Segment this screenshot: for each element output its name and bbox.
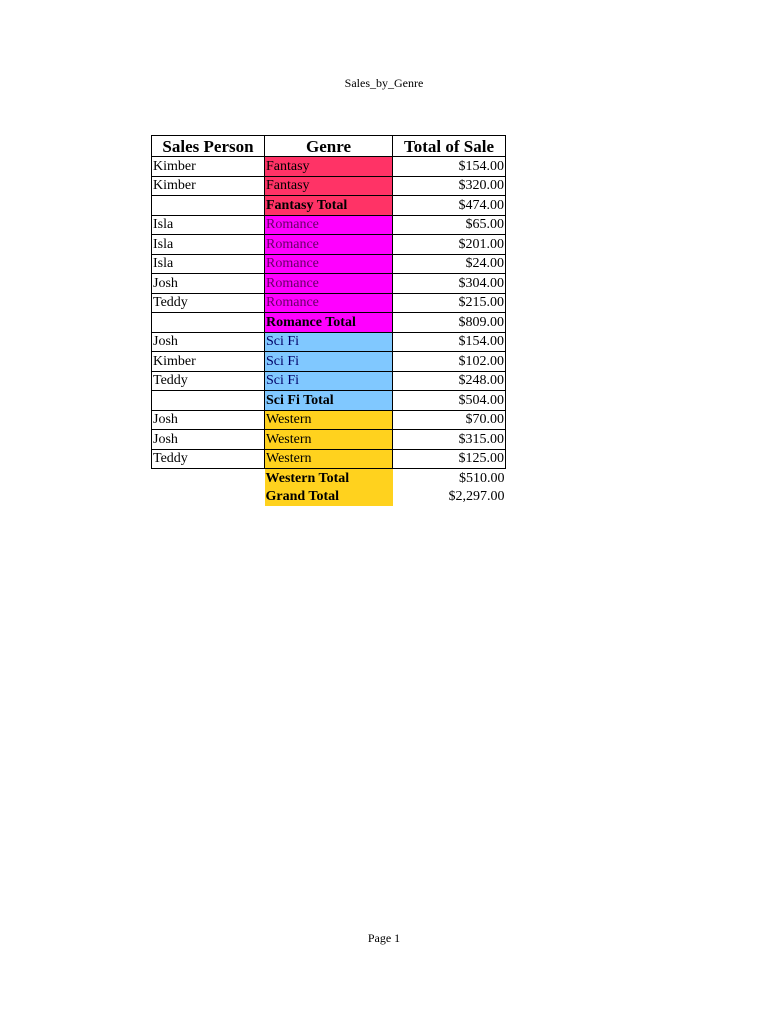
sales-person-cell: Teddy: [152, 293, 265, 313]
genre-cell: Western: [265, 449, 393, 469]
genre-cell: Grand Total: [265, 488, 393, 507]
total-of-sale-cell: $304.00: [393, 274, 506, 294]
total-of-sale-cell: $504.00: [393, 391, 506, 411]
total-of-sale-cell: $809.00: [393, 313, 506, 333]
sales-person-cell: [152, 469, 265, 488]
sales-person-cell: Josh: [152, 410, 265, 430]
genre-cell: Sci Fi Total: [265, 391, 393, 411]
genre-cell: Western: [265, 430, 393, 450]
table-row: [152, 274, 506, 294]
sales-person-cell: Isla: [152, 215, 265, 235]
genre-cell: Romance Total: [265, 313, 393, 333]
sales-person-cell: Josh: [152, 430, 265, 450]
grand-total-row: [152, 488, 506, 507]
header-row: [152, 136, 506, 157]
table-row: [152, 449, 506, 469]
sales-person-cell: Josh: [152, 332, 265, 352]
sales-person-cell: Isla: [152, 235, 265, 255]
total-of-sale-cell: $2,297.00: [448, 489, 505, 504]
sales-person-cell: [152, 196, 265, 216]
genre-cell: Romance: [265, 235, 393, 255]
total-of-sale-cell: $24.00: [393, 254, 506, 274]
total-of-sale-cell: $215.00: [393, 293, 506, 313]
total-of-sale-cell: $474.00: [393, 196, 506, 216]
sales-person-cell: Isla: [152, 254, 265, 274]
total-of-sale-cell: $154.00: [393, 332, 506, 352]
table-row: [152, 430, 506, 450]
table-row: [152, 235, 506, 255]
total-of-sale-cell: $201.00: [393, 235, 506, 255]
sales-person-cell: Kimber: [152, 176, 265, 196]
subtotal-row: [152, 469, 506, 488]
column-header-total-of-sale: Total of Sale: [393, 136, 506, 157]
sales-by-genre-table: [151, 135, 506, 506]
sales-person-cell: Kimber: [152, 352, 265, 372]
subtotal-row: [152, 391, 506, 411]
sales-person-cell: Josh: [152, 274, 265, 294]
genre-cell: Fantasy: [265, 176, 393, 196]
total-of-sale-cell: $102.00: [393, 352, 506, 372]
genre-cell: Western: [265, 410, 393, 430]
total-of-sale-cell: $510.00: [459, 470, 505, 486]
genre-cell: Sci Fi: [265, 352, 393, 372]
page-footer: Page 1: [367, 931, 401, 945]
subtotal-row: [152, 313, 506, 333]
total-of-sale-cell: $125.00: [393, 449, 506, 469]
genre-cell: Fantasy Total: [265, 196, 393, 216]
total-of-sale-cell: $154.00: [393, 157, 506, 177]
table-row: [152, 352, 506, 372]
sales-person-cell: [152, 391, 265, 411]
table-body: [152, 157, 506, 507]
table-row: [152, 371, 506, 391]
page-header: Sales_by_Genre: [344, 76, 424, 90]
genre-cell: Romance: [265, 274, 393, 294]
table-row: [152, 176, 506, 196]
genre-cell: Romance: [265, 293, 393, 313]
column-header-sales-person: Sales Person: [152, 136, 265, 157]
total-of-sale-cell: $320.00: [393, 176, 506, 196]
genre-cell: Western Total: [265, 469, 393, 488]
genre-cell: Fantasy: [265, 157, 393, 177]
subtotal-row: [152, 196, 506, 216]
total-of-sale-cell: $248.00: [393, 371, 506, 391]
sales-person-cell: [152, 488, 265, 507]
table-row: [152, 254, 506, 274]
sales-person-cell: [152, 313, 265, 333]
column-header-genre: Genre: [265, 136, 393, 157]
table-row: [152, 293, 506, 313]
genre-cell: Romance: [265, 215, 393, 235]
sales-person-cell: Teddy: [152, 449, 265, 469]
table-row: [152, 215, 506, 235]
total-of-sale-cell: $70.00: [393, 410, 506, 430]
total-of-sale-cell: $315.00: [393, 430, 506, 450]
genre-cell: Romance: [265, 254, 393, 274]
sales-person-cell: Kimber: [152, 157, 265, 177]
table-row: [152, 410, 506, 430]
genre-cell: Sci Fi: [265, 332, 393, 352]
sales-person-cell: Teddy: [152, 371, 265, 391]
total-of-sale-cell: $65.00: [393, 215, 506, 235]
table-row: [152, 332, 506, 352]
genre-cell: Sci Fi: [265, 371, 393, 391]
table-row: [152, 157, 506, 177]
